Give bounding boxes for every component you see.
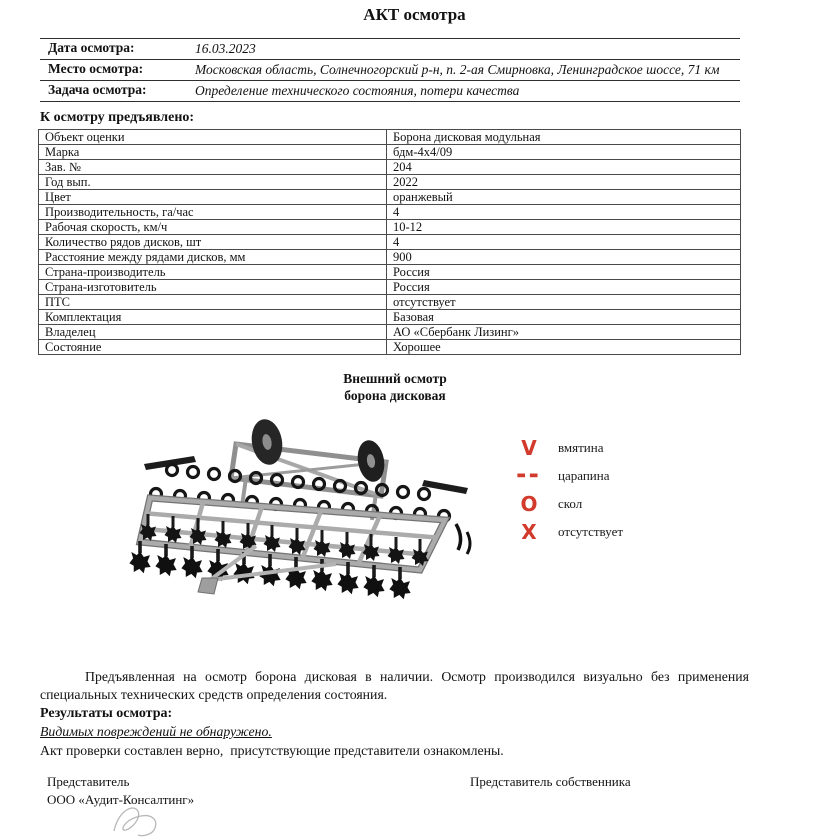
spec-name-cell: Владелец xyxy=(39,325,387,340)
table-row xyxy=(39,340,741,355)
table-row xyxy=(39,280,741,295)
meta-label: Место осмотра: xyxy=(48,61,144,76)
damage-symbol-icon: O xyxy=(520,492,538,516)
damage-symbol-icon: X xyxy=(521,520,537,544)
spec-value-cell: Хорошее xyxy=(387,340,741,355)
legend-row xyxy=(514,518,623,546)
table-row xyxy=(39,130,741,145)
representative-right-role: Представитель собственника xyxy=(470,774,631,789)
spec-name-cell: Рабочая скорость, км/ч xyxy=(39,220,387,235)
damage-symbol-icon: V xyxy=(521,436,537,460)
page-title: АКТ осмотра xyxy=(363,5,466,24)
legend-row xyxy=(514,434,623,462)
table-row xyxy=(39,310,741,325)
spec-value-cell: оранжевый xyxy=(387,190,741,205)
legend-label: отсутствует xyxy=(558,524,624,539)
external-inspection-figure xyxy=(0,404,829,656)
disc-harrow-image xyxy=(136,404,476,626)
meta-label: Задача осмотра: xyxy=(48,82,147,97)
presented-heading: К осмотру предъявлено: xyxy=(40,110,195,125)
spec-name-cell: Цвет xyxy=(39,190,387,205)
damage-legend xyxy=(514,434,623,546)
meta-row xyxy=(40,60,740,81)
spec-value-cell: 4 xyxy=(387,205,741,220)
table-row xyxy=(39,220,741,235)
meta-value: Московская область, Солнечногорский р-н, п. 2-ая Смирновка, Ленинградское шоссе, 71 км xyxy=(195,62,720,77)
table-row xyxy=(39,145,741,160)
equipment-spec-table xyxy=(38,129,741,355)
legend-label: скол xyxy=(558,496,583,511)
spec-value-cell: 2022 xyxy=(387,175,741,190)
spec-value-cell: 4 xyxy=(387,235,741,250)
meta-row xyxy=(40,39,740,60)
spec-value-cell: Россия xyxy=(387,280,741,295)
table-row xyxy=(39,205,741,220)
figure-heading xyxy=(40,370,750,404)
spec-name-cell: Страна-производитель xyxy=(39,265,387,280)
spec-value-cell: Россия xyxy=(387,265,741,280)
table-row xyxy=(39,235,741,250)
table-row xyxy=(39,175,741,190)
spec-name-cell: Состояние xyxy=(39,340,387,355)
spec-value-cell: 10-12 xyxy=(387,220,741,235)
legend-label: царапина xyxy=(558,468,610,483)
spec-value-cell: отсутствует xyxy=(387,295,741,310)
spec-name-cell: Объект оценки xyxy=(39,130,387,145)
spec-name-cell: Производительность, га/час xyxy=(39,205,387,220)
figure-heading-line2: борона дисковая xyxy=(344,388,446,403)
meta-value: Определение технического состояния, потери качества xyxy=(195,83,520,98)
meta-row xyxy=(40,81,740,102)
legend-row xyxy=(514,462,623,490)
spec-value-cell: 204 xyxy=(387,160,741,175)
spec-name-cell: Год вып. xyxy=(39,175,387,190)
table-row xyxy=(39,160,741,175)
table-row xyxy=(39,250,741,265)
results-heading: Результаты осмотра: xyxy=(40,706,173,721)
meta-label: Дата осмотра: xyxy=(48,40,135,55)
table-row xyxy=(39,325,741,340)
legend-row xyxy=(514,490,623,518)
meta-value: 16.03.2023 xyxy=(195,41,256,56)
signature-scribble xyxy=(108,797,178,837)
spec-name-cell: Комплектация xyxy=(39,310,387,325)
spec-value-cell: 900 xyxy=(387,250,741,265)
spec-name-cell: ПТС xyxy=(39,295,387,310)
spec-name-cell: Зав. № xyxy=(39,160,387,175)
spec-value-cell: бдм-4х4/09 xyxy=(387,145,741,160)
spec-value-cell: Борона дисковая модульная xyxy=(387,130,741,145)
legend-label: вмятина xyxy=(558,440,604,455)
figure-heading-line1: Внешний осмотр xyxy=(343,371,447,386)
table-row xyxy=(39,190,741,205)
damage-symbol-icon: ▬▬ xyxy=(516,470,542,481)
spec-value-cell: Базовая xyxy=(387,310,741,325)
representative-left-role: Представитель xyxy=(47,774,130,789)
spec-name-cell: Расстояние между рядами дисков, мм xyxy=(39,250,387,265)
representative-left-org: ООО «Аудит-Консалтинг» xyxy=(47,792,195,807)
inspection-meta-table xyxy=(40,38,740,102)
spec-name-cell: Страна-изготовитель xyxy=(39,280,387,295)
signature-block xyxy=(0,773,829,837)
spec-value-cell: АО «Сбербанк Лизинг» xyxy=(387,325,741,340)
results-value: Видимых повреждений не обнаружено. xyxy=(40,724,272,739)
table-row xyxy=(39,265,741,280)
table-row xyxy=(39,295,741,310)
act-confirmation-line: Акт проверки составлен верно, присутствующие представители ознакомлены. xyxy=(40,743,504,758)
spec-name-cell: Марка xyxy=(39,145,387,160)
spec-name-cell: Количество рядов дисков, шт xyxy=(39,235,387,250)
conclusion-paragraph: Предъявленная на осмотр борона дисковая в наличии. Осмотр производился визуально без применения специальных технических средств определения состояния. xyxy=(40,669,749,702)
